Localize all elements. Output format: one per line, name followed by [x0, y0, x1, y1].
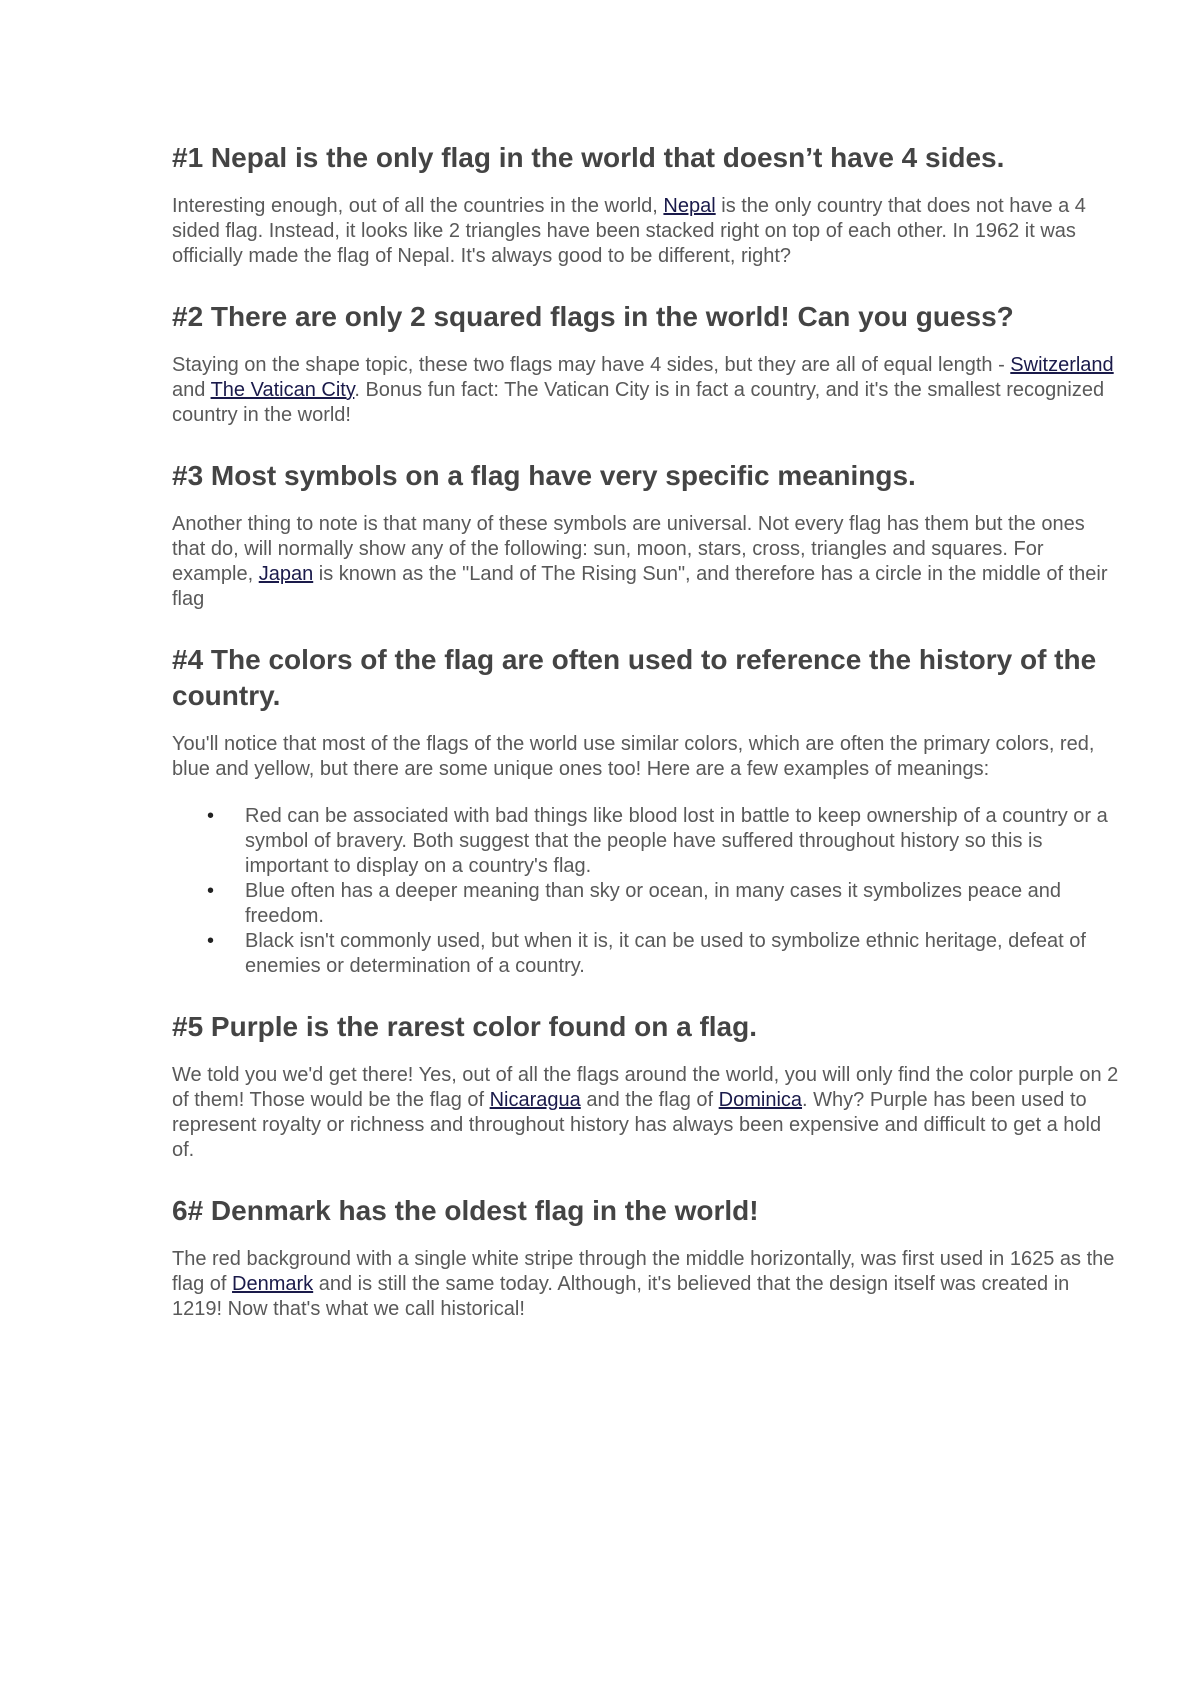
heading-4: #4 The colors of the flag are often used to reference the history of the country. — [172, 644, 1097, 711]
paragraph-5: We told you we'd get there! Yes, out of all the flags around the world, you will only find the color purple on 2 of them! Those would be the flag of Nicaragua and the flag of Dominica. Why? Purple has been used to represent royalty or richness and throughout history has always been expensive and difficult to get a hold of. — [172, 1064, 1119, 1161]
link-switzerland[interactable]: Switzerland — [1010, 354, 1114, 376]
link-vatican-city[interactable]: The Vatican City — [210, 379, 355, 401]
heading-3: #3 Most symbols on a flag have very specific meanings. — [172, 460, 916, 491]
link-dominica[interactable]: Dominica — [718, 1089, 803, 1111]
bullet-icon: • — [207, 805, 215, 827]
list-item: • Red can be associated with bad things like blood lost in battle to keep ownership of a country or a symbol of bravery. Both suggest that the people have suffered throughout history so this is important to display on a country's flag. — [207, 805, 1108, 877]
list-item: • Blue often has a deeper meaning than sky or ocean, in many cases it symbolizes peace and freedom. — [207, 880, 1062, 927]
paragraph-4: You'll notice that most of the flags of the world use similar colors, which are often the primary colors, red, blue and yellow, but there are some unique ones too! Here are a few examples of meanings: — [172, 733, 1095, 780]
heading-6: 6# Denmark has the oldest flag in the world! — [172, 1195, 759, 1226]
link-nicaragua[interactable]: Nicaragua — [489, 1089, 581, 1111]
bullet-icon: • — [207, 930, 215, 952]
bullet-icon: • — [207, 880, 215, 902]
paragraph-6: The red background with a single white stripe through the middle horizontally, was first used in 1625 as the flag of Denmark and is still the same today. Although, it's believed that the design itself was created in 1219! Now that's what we call historical! — [172, 1248, 1115, 1320]
paragraph-3: Another thing to note is that many of these symbols are universal. Not every flag has them but the ones that do, will normally show any of the following: sun, moon, stars, cross, triangles and squares. For example, Japan is known as the "Land of The Rising Sun", and therefore has a circle in the middle of their flag — [172, 513, 1108, 610]
meanings-list — [172, 804, 1120, 979]
list-item: • Black isn't commonly used, but when it is, it can be used to symbolize ethnic heritage, defeat of enemies or determination of a country. — [207, 930, 1086, 977]
link-japan[interactable]: Japan — [258, 563, 314, 585]
document-page — [172, 140, 1120, 1352]
link-nepal[interactable]: Nepal — [663, 195, 716, 217]
heading-2: #2 There are only 2 squared flags in the world! Can you guess? — [172, 301, 1014, 332]
heading-5: #5 Purple is the rarest color found on a flag. — [172, 1011, 758, 1042]
paragraph-1: Interesting enough, out of all the countries in the world, Nepal is the only country that does not have a 4 sided flag. Instead, it looks like 2 triangles have been stacked right on top of each other. In 1962 it was officially made the flag of Nepal. It's always good to be different, right? — [172, 195, 1086, 267]
heading-1: #1 Nepal is the only flag in the world that doesn’t have 4 sides. — [172, 142, 1005, 173]
link-denmark[interactable]: Denmark — [232, 1273, 314, 1295]
paragraph-2: Staying on the shape topic, these two flags may have 4 sides, but they are all of equal length - Switzerland and The Vatican City. Bonus fun fact: The Vatican City is in fact a country, and it's the smallest recognized country in the world! — [172, 354, 1114, 426]
